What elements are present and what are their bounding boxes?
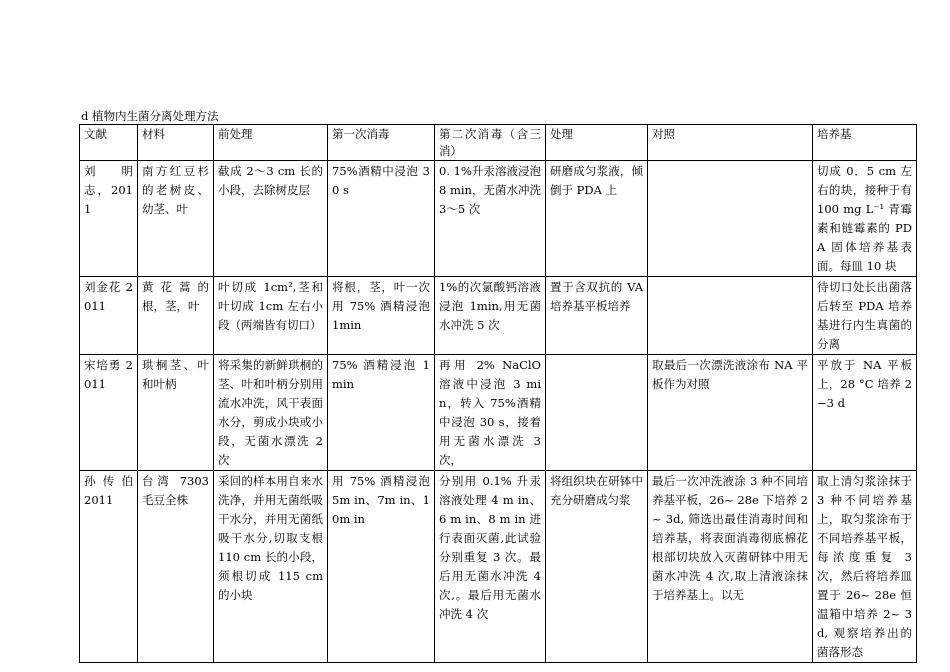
table-row: [80, 161, 917, 277]
cell-medium: 切成 0．5 cm 左右的块，接种于有 100 mg L⁻¹ 青霉素和链霉素的 PDA 固体培养基表面。每皿 10 块: [813, 161, 917, 277]
cell-control: 取最后一次漂洗液涂布 NA 平板作为对照: [648, 355, 813, 471]
cell-processing: 将组织块在研钵中充分研磨成匀浆: [546, 471, 648, 663]
cell-control: [648, 277, 813, 355]
header-cell-pretreatment: 前处理: [214, 125, 328, 161]
isolation-methods-table: [79, 124, 917, 663]
cell-reference: 刘金花 2011: [80, 277, 138, 355]
cell-pretreatment: 采回的样本用自来水洗净，并用无菌纸吸干水分，并用无菌纸吸干水分,切取支根 110 cm 长的小段，须根切成 115 cm 的小块: [214, 471, 328, 663]
cell-material: 南方红豆杉的老树皮、幼茎、叶: [138, 161, 214, 277]
cell-pretreatment: 叶切成 1cm²,茎和叶切成 1cm 左右小段（两端皆有切口）: [214, 277, 328, 355]
cell-second-disinfection: 分别用 0.1% 升汞溶液处理 4 m in、6 m in、8 m in 进行表面灭菌,此试验分别重复 3 次。最后用无菌水冲洗 4 次,。最后用无菌水冲洗 4 次: [435, 471, 546, 663]
header-cell-processing: 处理: [546, 125, 648, 161]
header-cell-reference: 文献: [80, 125, 138, 161]
cell-first-disinfection: 75%酒精中浸泡 30 s: [328, 161, 435, 277]
cell-medium: 取上清匀浆涂抹于 3 种不同培养基上，取匀浆涂布于不同培养基平板，每浓度重复 3 次，然后将培养皿置于 26~ 28e 恒温箱中培养 2~ 3d, 观察培养出的菌落形态: [813, 471, 917, 663]
cell-second-disinfection: 0. 1%升汞溶液浸泡 8 min，无菌水冲洗 3～5 次: [435, 161, 546, 277]
cell-reference: 孙 传 伯 2011: [80, 471, 138, 663]
cell-first-disinfection: 将根，茎，叶一次用 75% 酒精浸泡 1min: [328, 277, 435, 355]
table-caption: d 植物内生菌分离处理方法: [81, 109, 219, 123]
cell-pretreatment: 截成 2～3 cm 长的小段，去除树皮层: [214, 161, 328, 277]
cell-material: 黄花蒿的根，茎，叶: [138, 277, 214, 355]
cell-processing: [546, 355, 648, 471]
header-cell-second-disinfection: 第二次消毒（含三消）: [435, 125, 546, 161]
cell-processing: 置于含双抗的 VA 培养基平板培养: [546, 277, 648, 355]
header-cell-first-disinfection: 第一次消毒: [328, 125, 435, 161]
cell-control: [648, 161, 813, 277]
table-header-row: [80, 125, 917, 161]
cell-medium: 平放于 NA 平板上，28 °C 培养 2−3 d: [813, 355, 917, 471]
cell-second-disinfection: 再用 2% NaClO 溶液中浸泡 3 min，转入 75%酒精中浸泡 30 s，接着用无菌水漂洗 3 次，: [435, 355, 546, 471]
cell-reference: 宋培勇 2011: [80, 355, 138, 471]
header-cell-control: 对照: [648, 125, 813, 161]
cell-pretreatment: 将采集的新鲜珙桐的茎、叶和叶柄分别用流水冲洗，风干表面水分，剪成小块或小段，无菌水漂洗 2 次: [214, 355, 328, 471]
cell-control: 最后一次冲洗液涂 3 种不同培养基平板，26~ 28e 下培养 2~ 3d, 筛选出最佳消毒时间和培养基，将表面消毒彻底棉花根部切块放入灭菌研钵中用无菌水冲洗 4 次,取上清液涂抹于培养基上。以无: [648, 471, 813, 663]
table-row: [80, 277, 917, 355]
table-row: [80, 355, 917, 471]
cell-material: 珙桐茎、叶和叶柄: [138, 355, 214, 471]
table-row: [80, 471, 917, 663]
cell-first-disinfection: 用 75% 酒精浸泡 5m in、7m in、10m in: [328, 471, 435, 663]
cell-medium: 待切口处长出菌落后转至 PDA 培养基进行内生真菌的分离: [813, 277, 917, 355]
cell-reference: 刘 明志，2011: [80, 161, 138, 277]
cell-processing: 研磨成匀浆液，倾倒于 PDA 上: [546, 161, 648, 277]
header-cell-material: 材料: [138, 125, 214, 161]
cell-material: 台湾 7303 毛豆全株: [138, 471, 214, 663]
cell-first-disinfection: 75% 酒精浸泡 1 min: [328, 355, 435, 471]
cell-second-disinfection: 1%的次氯酸钙溶液浸泡 1min,用无菌水冲洗 5 次: [435, 277, 546, 355]
header-cell-medium: 培养基: [813, 125, 917, 161]
